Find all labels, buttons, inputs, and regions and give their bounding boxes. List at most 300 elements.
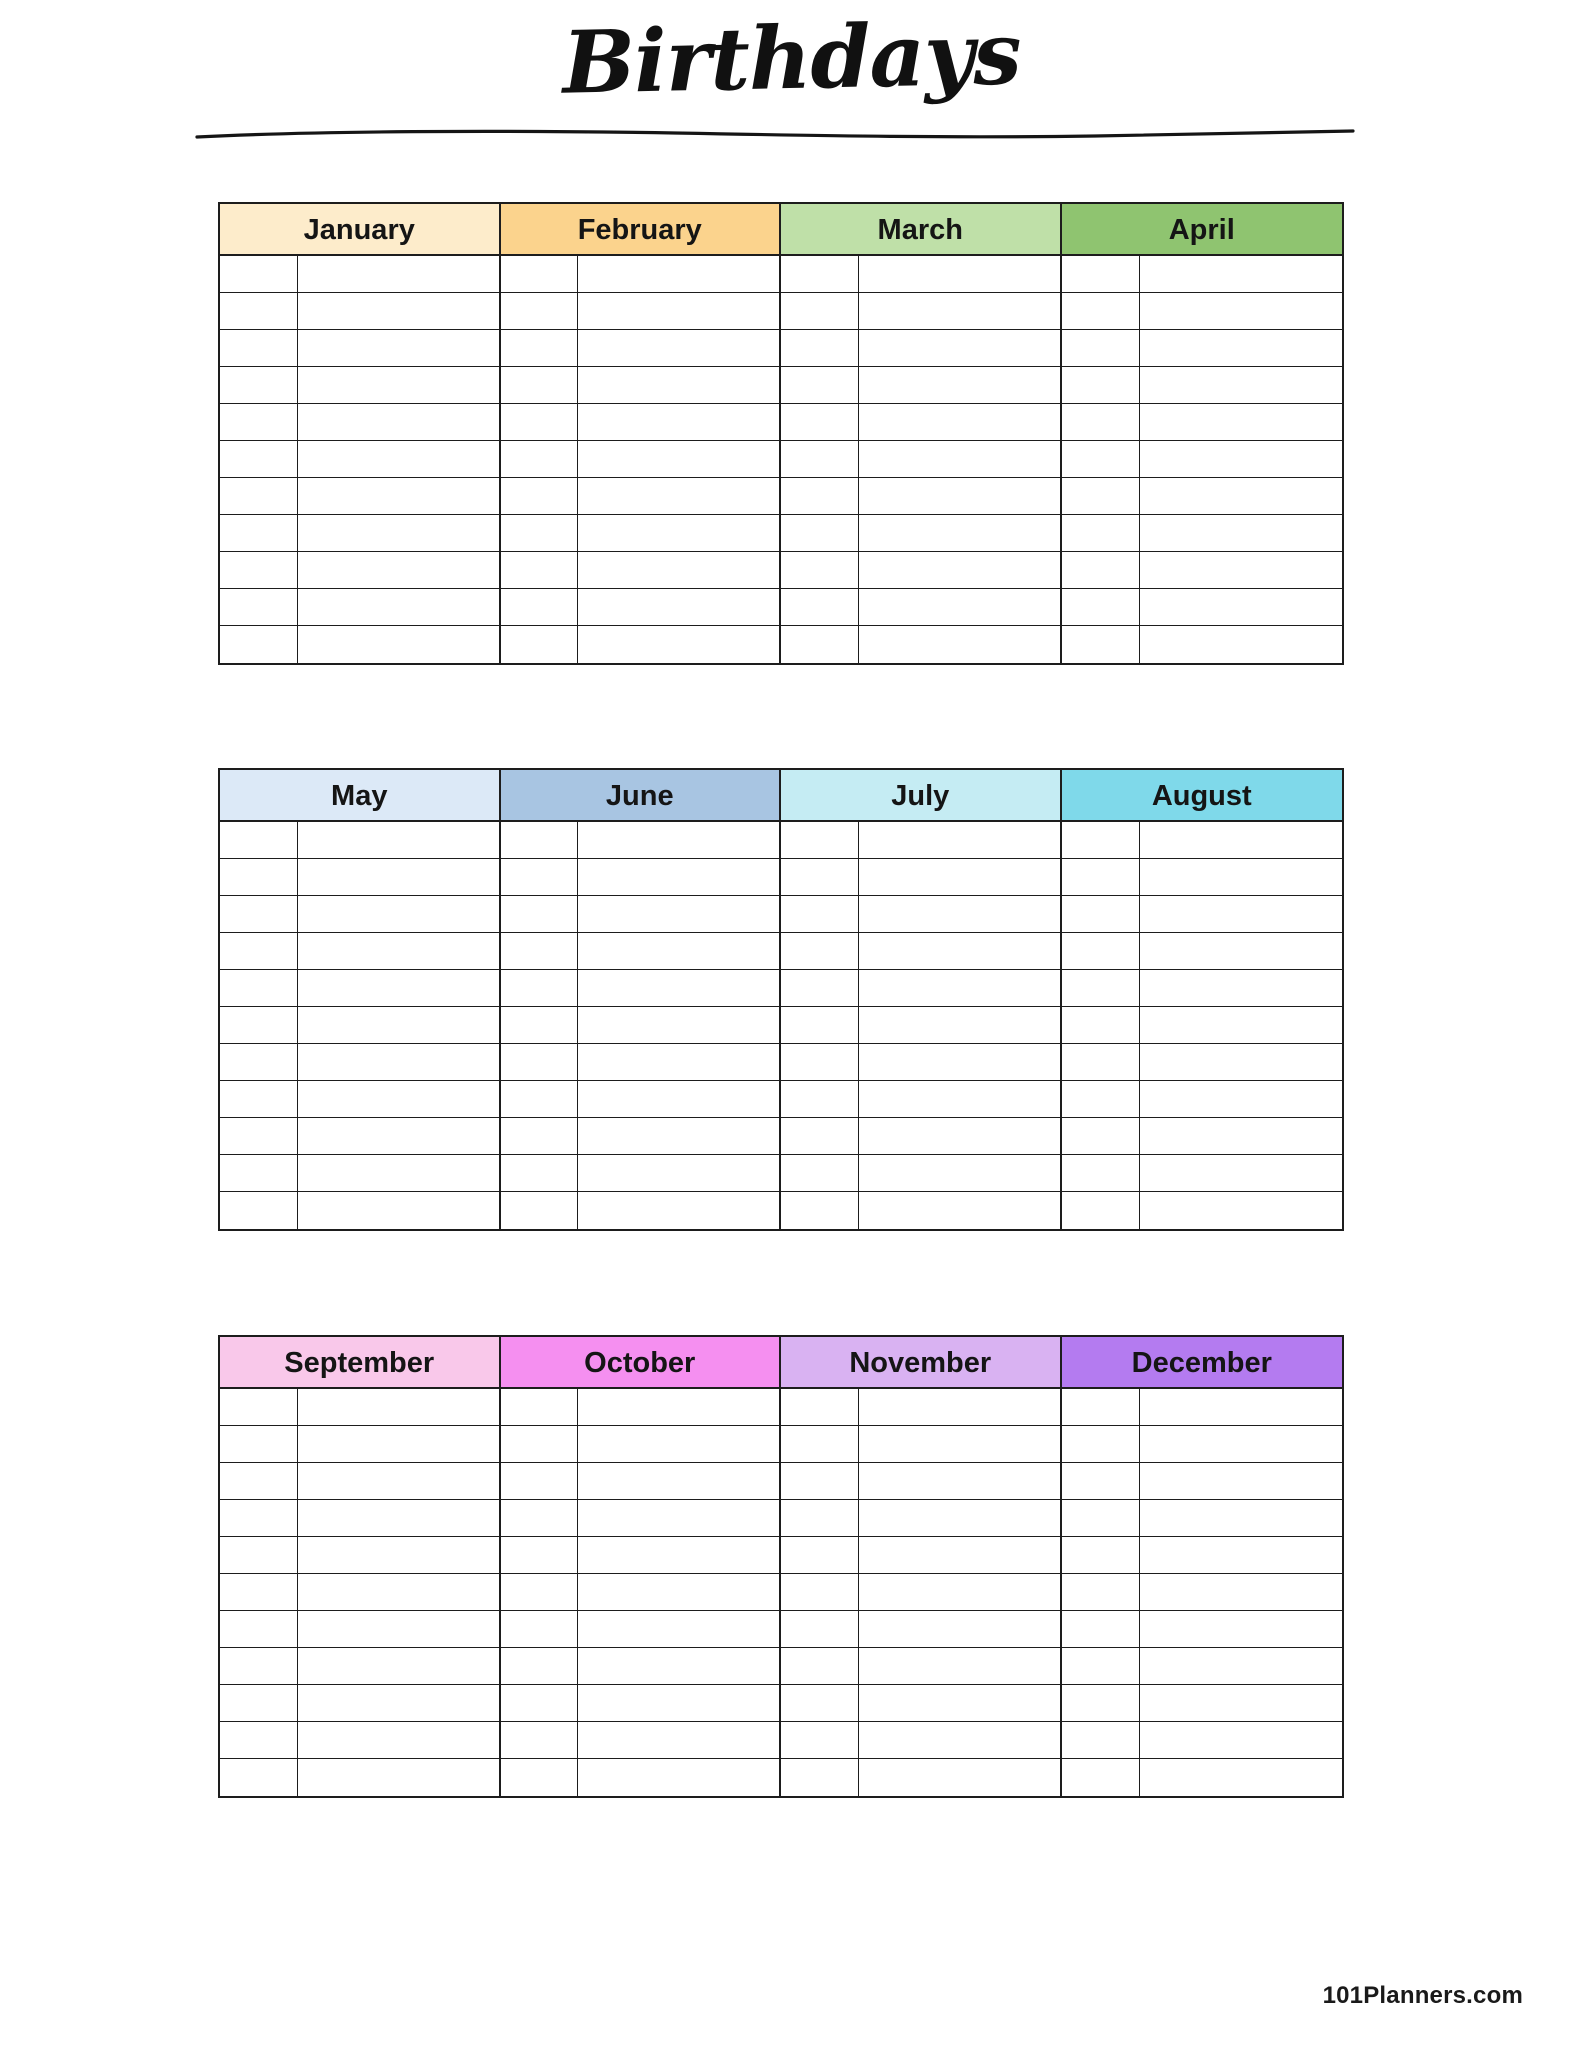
entry-date-field[interactable]: [220, 859, 298, 895]
entry-cell-november: [781, 1537, 1062, 1574]
entry-date-field[interactable]: [1062, 515, 1141, 551]
entry-date-field[interactable]: [781, 1537, 859, 1573]
entry-name-field[interactable]: [578, 1722, 779, 1758]
entry-row: [220, 1500, 1342, 1537]
entry-date-field[interactable]: [220, 1463, 298, 1499]
entry-name-field[interactable]: [1140, 822, 1342, 858]
entry-name-field[interactable]: [578, 626, 779, 663]
entry-date-field[interactable]: [501, 293, 579, 329]
entry-name-field[interactable]: [578, 1192, 779, 1229]
entry-name-field[interactable]: [298, 1081, 499, 1117]
entry-date-field[interactable]: [501, 1118, 579, 1154]
entry-name-field[interactable]: [298, 330, 499, 366]
entry-name-field[interactable]: [1140, 1463, 1342, 1499]
entry-date-field[interactable]: [781, 1081, 859, 1117]
entry-name-field[interactable]: [859, 552, 1060, 588]
entry-name-field[interactable]: [578, 1081, 779, 1117]
entry-date-field[interactable]: [1062, 330, 1141, 366]
entry-name-field[interactable]: [578, 1500, 779, 1536]
entry-date-field[interactable]: [1062, 896, 1141, 932]
entry-name-field[interactable]: [578, 1685, 779, 1721]
entry-date-field[interactable]: [781, 367, 859, 403]
entry-date-field[interactable]: [501, 1155, 579, 1191]
entry-date-field[interactable]: [1062, 970, 1141, 1006]
entry-name-field[interactable]: [298, 1192, 499, 1229]
entry-name-field[interactable]: [578, 933, 779, 969]
entry-name-field[interactable]: [859, 896, 1060, 932]
entry-cell-august: [1062, 822, 1343, 859]
entry-cell-march: [781, 330, 1062, 367]
entry-cell-may: [220, 1081, 501, 1118]
entry-name-field[interactable]: [1140, 1722, 1342, 1758]
entry-date-field[interactable]: [1062, 367, 1141, 403]
entry-date-field[interactable]: [781, 896, 859, 932]
entry-date-field[interactable]: [781, 970, 859, 1006]
entry-cell-july: [781, 1118, 1062, 1155]
entry-date-field[interactable]: [220, 478, 298, 514]
entry-name-field[interactable]: [859, 1537, 1060, 1573]
entry-date-field[interactable]: [1062, 589, 1141, 625]
entry-date-field[interactable]: [1062, 478, 1141, 514]
entry-name-field[interactable]: [298, 1389, 499, 1425]
entry-name-field[interactable]: [1140, 552, 1342, 588]
entry-date-field[interactable]: [501, 1574, 579, 1610]
entry-cell-february: [501, 367, 782, 404]
entry-date-field[interactable]: [781, 1192, 859, 1229]
entry-name-field[interactable]: [298, 404, 499, 440]
entry-date-field[interactable]: [220, 1722, 298, 1758]
entry-name-field[interactable]: [578, 970, 779, 1006]
entry-date-field[interactable]: [501, 1192, 579, 1229]
entry-name-field[interactable]: [859, 970, 1060, 1006]
entry-name-field[interactable]: [578, 441, 779, 477]
entry-row: [220, 896, 1342, 933]
entry-name-field[interactable]: [578, 367, 779, 403]
entry-name-field[interactable]: [859, 626, 1060, 663]
entry-date-field[interactable]: [781, 1118, 859, 1154]
entry-name-field[interactable]: [578, 1611, 779, 1647]
entry-name-field[interactable]: [1140, 626, 1342, 663]
entry-date-field[interactable]: [781, 1155, 859, 1191]
entry-name-field[interactable]: [859, 859, 1060, 895]
entry-date-field[interactable]: [1062, 933, 1141, 969]
entry-name-field[interactable]: [859, 1007, 1060, 1043]
entry-name-field[interactable]: [298, 933, 499, 969]
entry-name-field[interactable]: [578, 859, 779, 895]
entry-date-field[interactable]: [781, 1759, 859, 1796]
entry-date-field[interactable]: [220, 367, 298, 403]
entry-date-field[interactable]: [1062, 1611, 1141, 1647]
entry-date-field[interactable]: [220, 589, 298, 625]
entry-date-field[interactable]: [1062, 1007, 1141, 1043]
entry-date-field[interactable]: [220, 515, 298, 551]
entry-date-field[interactable]: [501, 330, 579, 366]
entry-name-field[interactable]: [859, 256, 1060, 292]
entry-date-field[interactable]: [220, 1426, 298, 1462]
entry-date-field[interactable]: [220, 1648, 298, 1684]
entry-date-field[interactable]: [220, 1574, 298, 1610]
entry-name-field[interactable]: [298, 1426, 499, 1462]
entry-name-field[interactable]: [1140, 478, 1342, 514]
entry-name-field[interactable]: [578, 1537, 779, 1573]
entry-date-field[interactable]: [781, 1611, 859, 1647]
entry-date-field[interactable]: [220, 1081, 298, 1117]
entry-date-field[interactable]: [781, 256, 859, 292]
entry-date-field[interactable]: [220, 1389, 298, 1425]
entry-name-field[interactable]: [1140, 1685, 1342, 1721]
entry-name-field[interactable]: [859, 1500, 1060, 1536]
entry-date-field[interactable]: [501, 1685, 579, 1721]
entry-date-field[interactable]: [781, 626, 859, 663]
entry-name-field[interactable]: [1140, 896, 1342, 932]
entry-date-field[interactable]: [220, 626, 298, 663]
entry-cell-december: [1062, 1426, 1343, 1463]
entry-date-field[interactable]: [781, 1648, 859, 1684]
entry-name-field[interactable]: [859, 1722, 1060, 1758]
entry-date-field[interactable]: [501, 1759, 579, 1796]
entry-name-field[interactable]: [1140, 1192, 1342, 1229]
entry-cell-june: [501, 1044, 782, 1081]
entry-name-field[interactable]: [859, 404, 1060, 440]
entry-name-field[interactable]: [1140, 404, 1342, 440]
entry-date-field[interactable]: [501, 859, 579, 895]
entry-date-field[interactable]: [781, 822, 859, 858]
entry-name-field[interactable]: [298, 552, 499, 588]
entry-name-field[interactable]: [859, 1044, 1060, 1080]
entry-name-field[interactable]: [859, 441, 1060, 477]
entry-date-field[interactable]: [501, 896, 579, 932]
entry-name-field[interactable]: [298, 1574, 499, 1610]
entry-name-field[interactable]: [859, 1463, 1060, 1499]
entry-name-field[interactable]: [298, 1044, 499, 1080]
entry-date-field[interactable]: [1062, 441, 1141, 477]
entry-name-field[interactable]: [578, 256, 779, 292]
entry-date-field[interactable]: [501, 933, 579, 969]
entry-date-field[interactable]: [220, 896, 298, 932]
entry-name-field[interactable]: [578, 1759, 779, 1796]
entry-date-field[interactable]: [220, 1537, 298, 1573]
entry-name-field[interactable]: [859, 589, 1060, 625]
entry-name-field[interactable]: [578, 1648, 779, 1684]
entry-name-field[interactable]: [1140, 367, 1342, 403]
entry-date-field[interactable]: [220, 404, 298, 440]
entry-name-field[interactable]: [1140, 1118, 1342, 1154]
entry-name-field[interactable]: [578, 1389, 779, 1425]
entry-date-field[interactable]: [501, 1463, 579, 1499]
entry-name-field[interactable]: [1140, 293, 1342, 329]
entry-cell-december: [1062, 1463, 1343, 1500]
entry-name-field[interactable]: [1140, 1389, 1342, 1425]
entry-date-field[interactable]: [501, 1007, 579, 1043]
entry-name-field[interactable]: [298, 896, 499, 932]
entry-date-field[interactable]: [1062, 1192, 1141, 1229]
entry-name-field[interactable]: [1140, 1759, 1342, 1796]
entry-date-field[interactable]: [220, 1044, 298, 1080]
entry-date-field[interactable]: [1062, 822, 1141, 858]
entry-date-field[interactable]: [220, 1685, 298, 1721]
entry-name-field[interactable]: [578, 1118, 779, 1154]
entry-date-field[interactable]: [781, 330, 859, 366]
entry-name-field[interactable]: [298, 256, 499, 292]
entry-name-field[interactable]: [859, 1155, 1060, 1191]
entry-row: [220, 1192, 1342, 1229]
entry-name-field[interactable]: [578, 822, 779, 858]
entry-date-field[interactable]: [1062, 626, 1141, 663]
entry-date-field[interactable]: [220, 552, 298, 588]
entry-name-field[interactable]: [859, 330, 1060, 366]
entry-date-field[interactable]: [501, 515, 579, 551]
entry-name-field[interactable]: [1140, 1611, 1342, 1647]
entry-date-field[interactable]: [1062, 1759, 1141, 1796]
entry-name-field[interactable]: [859, 1759, 1060, 1796]
entry-date-field[interactable]: [220, 970, 298, 1006]
entry-name-field[interactable]: [298, 1155, 499, 1191]
entry-name-field[interactable]: [298, 822, 499, 858]
entry-date-field[interactable]: [501, 552, 579, 588]
entry-name-field[interactable]: [859, 293, 1060, 329]
entry-cell-march: [781, 293, 1062, 330]
month-header-row: [220, 1337, 1342, 1389]
entry-date-field[interactable]: [1062, 552, 1141, 588]
entry-date-field[interactable]: [1062, 293, 1141, 329]
entry-cell-november: [781, 1463, 1062, 1500]
entry-date-field[interactable]: [1062, 1537, 1141, 1573]
entry-name-field[interactable]: [1140, 933, 1342, 969]
entry-name-field[interactable]: [578, 293, 779, 329]
entry-date-field[interactable]: [1062, 1044, 1141, 1080]
entry-date-field[interactable]: [1062, 1463, 1141, 1499]
entry-date-field[interactable]: [781, 515, 859, 551]
entry-date-field[interactable]: [220, 1192, 298, 1229]
entry-name-field[interactable]: [1140, 1426, 1342, 1462]
entry-name-field[interactable]: [298, 1611, 499, 1647]
entry-date-field[interactable]: [501, 1500, 579, 1536]
entry-date-field[interactable]: [1062, 404, 1141, 440]
entry-name-field[interactable]: [1140, 256, 1342, 292]
entry-name-field[interactable]: [578, 478, 779, 514]
entry-date-field[interactable]: [220, 933, 298, 969]
entry-cell-december: [1062, 1537, 1343, 1574]
entry-name-field[interactable]: [578, 330, 779, 366]
entry-date-field[interactable]: [1062, 1118, 1141, 1154]
entry-name-field[interactable]: [859, 1192, 1060, 1229]
entry-date-field[interactable]: [501, 1611, 579, 1647]
entry-cell-october: [501, 1537, 782, 1574]
entry-name-field[interactable]: [298, 1463, 499, 1499]
entry-name-field[interactable]: [1140, 589, 1342, 625]
entry-cell-march: [781, 441, 1062, 478]
entry-date-field[interactable]: [220, 330, 298, 366]
entry-date-field[interactable]: [501, 478, 579, 514]
entry-name-field[interactable]: [859, 1389, 1060, 1425]
entry-cell-march: [781, 256, 1062, 293]
entry-date-field[interactable]: [220, 1500, 298, 1536]
entry-date-field[interactable]: [1062, 1648, 1141, 1684]
entry-name-field[interactable]: [859, 1574, 1060, 1610]
entry-date-field[interactable]: [501, 1426, 579, 1462]
entry-cell-august: [1062, 1044, 1343, 1081]
entry-date-field[interactable]: [220, 1611, 298, 1647]
entry-name-field[interactable]: [298, 589, 499, 625]
entry-name-field[interactable]: [298, 478, 499, 514]
entry-name-field[interactable]: [578, 1463, 779, 1499]
entry-date-field[interactable]: [781, 441, 859, 477]
entry-name-field[interactable]: [859, 1648, 1060, 1684]
entry-date-field[interactable]: [781, 1389, 859, 1425]
entry-date-field[interactable]: [781, 1722, 859, 1758]
entry-row: [220, 478, 1342, 515]
entry-name-field[interactable]: [298, 1685, 499, 1721]
entry-date-field[interactable]: [220, 1007, 298, 1043]
entry-date-field[interactable]: [501, 367, 579, 403]
entry-date-field[interactable]: [1062, 256, 1141, 292]
entry-name-field[interactable]: [578, 896, 779, 932]
entry-date-field[interactable]: [501, 1722, 579, 1758]
entry-cell-february: [501, 515, 782, 552]
entry-row: [220, 822, 1342, 859]
entry-name-field[interactable]: [859, 1685, 1060, 1721]
entry-name-field[interactable]: [298, 970, 499, 1006]
entry-date-field[interactable]: [781, 1500, 859, 1536]
entry-date-field[interactable]: [1062, 1389, 1141, 1425]
entry-date-field[interactable]: [220, 256, 298, 292]
entry-name-field[interactable]: [298, 859, 499, 895]
entry-date-field[interactable]: [501, 404, 579, 440]
entry-date-field[interactable]: [501, 589, 579, 625]
entry-name-field[interactable]: [1140, 441, 1342, 477]
entry-row: [220, 256, 1342, 293]
entry-date-field[interactable]: [781, 1574, 859, 1610]
entry-name-field[interactable]: [298, 1759, 499, 1796]
entry-name-field[interactable]: [578, 1155, 779, 1191]
entry-date-field[interactable]: [1062, 1081, 1141, 1117]
entry-name-field[interactable]: [578, 589, 779, 625]
entry-date-field[interactable]: [781, 478, 859, 514]
entry-name-field[interactable]: [298, 1118, 499, 1154]
entry-cell-august: [1062, 1192, 1343, 1229]
entry-name-field[interactable]: [1140, 970, 1342, 1006]
entry-name-field[interactable]: [1140, 859, 1342, 895]
entry-date-field[interactable]: [1062, 1722, 1141, 1758]
entry-name-field[interactable]: [298, 515, 499, 551]
entry-name-field[interactable]: [1140, 1081, 1342, 1117]
entry-name-field[interactable]: [298, 1648, 499, 1684]
entry-date-field[interactable]: [781, 552, 859, 588]
entry-name-field[interactable]: [859, 367, 1060, 403]
entry-name-field[interactable]: [1140, 1044, 1342, 1080]
entry-name-field[interactable]: [859, 822, 1060, 858]
entry-date-field[interactable]: [781, 1463, 859, 1499]
entry-date-field[interactable]: [220, 293, 298, 329]
entry-date-field[interactable]: [1062, 1426, 1141, 1462]
entry-date-field[interactable]: [220, 822, 298, 858]
entry-name-field[interactable]: [298, 441, 499, 477]
entry-name-field[interactable]: [859, 1426, 1060, 1462]
entry-cell-june: [501, 933, 782, 970]
entry-date-field[interactable]: [501, 1081, 579, 1117]
entry-date-field[interactable]: [220, 1118, 298, 1154]
entry-name-field[interactable]: [578, 1007, 779, 1043]
entry-date-field[interactable]: [781, 1426, 859, 1462]
entry-date-field[interactable]: [781, 589, 859, 625]
entry-name-field[interactable]: [298, 367, 499, 403]
entry-date-field[interactable]: [501, 256, 579, 292]
entry-name-field[interactable]: [298, 1537, 499, 1573]
entry-name-field[interactable]: [578, 1574, 779, 1610]
entry-date-field[interactable]: [1062, 1574, 1141, 1610]
entry-name-field[interactable]: [1140, 515, 1342, 551]
entry-date-field[interactable]: [1062, 1155, 1141, 1191]
entry-name-field[interactable]: [859, 1118, 1060, 1154]
entry-name-field[interactable]: [859, 515, 1060, 551]
entry-date-field[interactable]: [781, 859, 859, 895]
entry-name-field[interactable]: [578, 404, 779, 440]
entry-name-field[interactable]: [298, 293, 499, 329]
entry-cell-november: [781, 1574, 1062, 1611]
entry-cell-may: [220, 1192, 501, 1229]
entry-name-field[interactable]: [1140, 1155, 1342, 1191]
entry-date-field[interactable]: [781, 404, 859, 440]
entry-name-field[interactable]: [1140, 330, 1342, 366]
entry-cell-september: [220, 1685, 501, 1722]
entry-name-field[interactable]: [859, 1611, 1060, 1647]
entry-name-field[interactable]: [1140, 1537, 1342, 1573]
entry-cell-march: [781, 552, 1062, 589]
entry-name-field[interactable]: [578, 1426, 779, 1462]
entry-date-field[interactable]: [1062, 1685, 1141, 1721]
entry-name-field[interactable]: [298, 626, 499, 663]
entry-date-field[interactable]: [781, 293, 859, 329]
entry-date-field[interactable]: [1062, 859, 1141, 895]
entry-name-field[interactable]: [298, 1007, 499, 1043]
entry-name-field[interactable]: [1140, 1574, 1342, 1610]
entry-name-field[interactable]: [578, 552, 779, 588]
entry-date-field[interactable]: [501, 1648, 579, 1684]
entry-date-field[interactable]: [220, 441, 298, 477]
entry-name-field[interactable]: [859, 478, 1060, 514]
entry-name-field[interactable]: [859, 933, 1060, 969]
entry-date-field[interactable]: [781, 1685, 859, 1721]
entry-date-field[interactable]: [781, 1044, 859, 1080]
entry-date-field[interactable]: [1062, 1500, 1141, 1536]
entry-date-field[interactable]: [501, 822, 579, 858]
entry-name-field[interactable]: [1140, 1007, 1342, 1043]
entry-date-field[interactable]: [220, 1759, 298, 1796]
entry-row: [220, 1722, 1342, 1759]
entry-date-field[interactable]: [501, 970, 579, 1006]
entry-cell-august: [1062, 1007, 1343, 1044]
entry-date-field[interactable]: [501, 1044, 579, 1080]
entry-date-field[interactable]: [501, 441, 579, 477]
entry-name-field[interactable]: [1140, 1500, 1342, 1536]
entry-date-field[interactable]: [781, 1007, 859, 1043]
entry-cell-may: [220, 1155, 501, 1192]
entry-name-field[interactable]: [1140, 1648, 1342, 1684]
entry-date-field[interactable]: [501, 1389, 579, 1425]
entry-name-field[interactable]: [859, 1081, 1060, 1117]
entry-cell-june: [501, 1155, 782, 1192]
entry-date-field[interactable]: [501, 1537, 579, 1573]
entry-name-field[interactable]: [578, 515, 779, 551]
entry-date-field[interactable]: [781, 933, 859, 969]
entry-date-field[interactable]: [220, 1155, 298, 1191]
entry-name-field[interactable]: [298, 1722, 499, 1758]
entry-name-field[interactable]: [298, 1500, 499, 1536]
entry-name-field[interactable]: [578, 1044, 779, 1080]
entry-cell-april: [1062, 478, 1343, 515]
entry-cell-january: [220, 589, 501, 626]
entry-date-field[interactable]: [501, 626, 579, 663]
